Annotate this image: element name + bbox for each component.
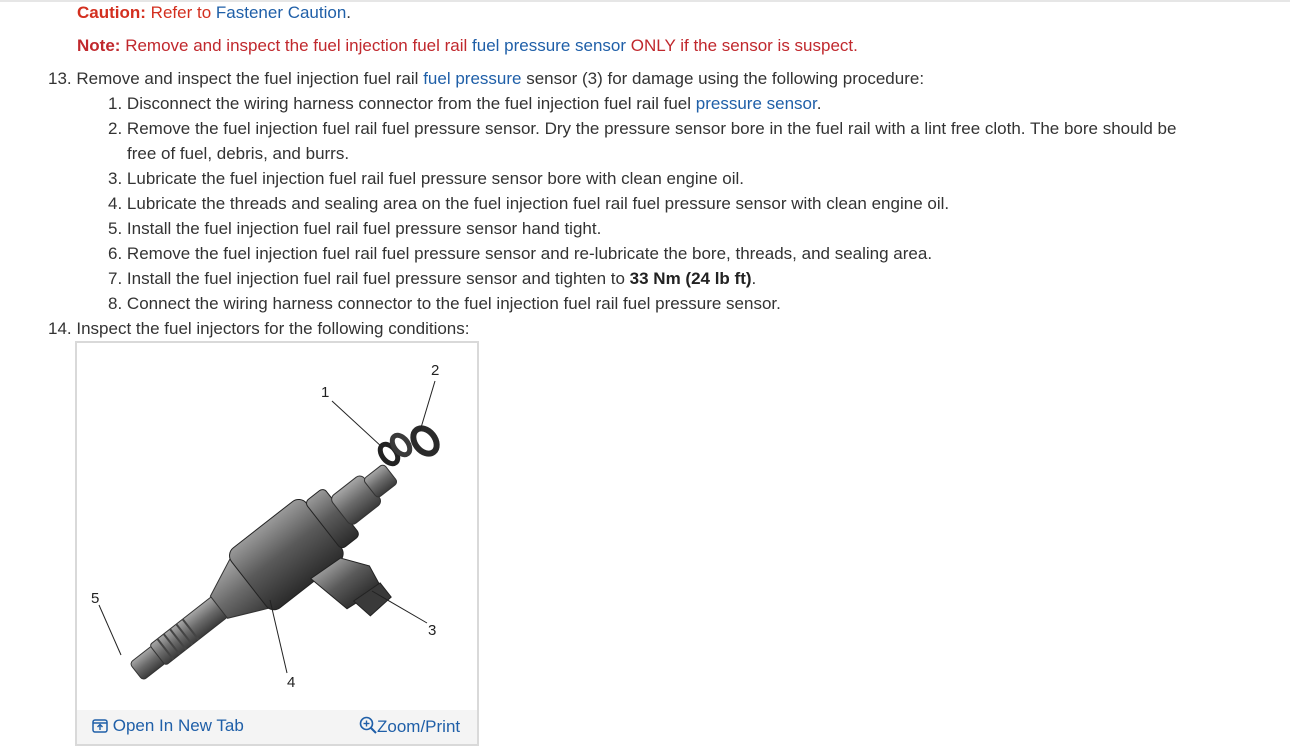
note-text-2: ONLY if the sensor is suspect. [630,36,858,55]
substep-4 [108,194,949,214]
note-line [77,36,858,56]
substep-6 [108,244,932,264]
substep-6-text: Remove the fuel injection fuel rail fuel pressure sensor and re-lubricate the bore, threads, and sealing area. [126,244,933,263]
callout-5: 5 [91,590,100,607]
caution-end: . [346,3,352,22]
substep-1-text: Disconnect the wiring harness connector from the fuel injection fuel rail fuel [126,94,692,113]
caution-label: Caution: [77,3,146,22]
substep-6-number: 6. [108,244,123,263]
substep-3-text: Lubricate the fuel injection fuel rail fuel pressure sensor bore with clean engine oil. [126,169,745,188]
caution-line [77,3,351,23]
substep-1 [108,94,821,114]
fuel-injector-figure[interactable] [75,341,479,746]
note-label: Note: [77,36,121,55]
callout-3: 3 [428,622,437,639]
substep-7-text: Install the fuel injection fuel rail fuel pressure sensor and tighten to [126,269,625,288]
step-14-text: Inspect the fuel injectors for the following conditions: [76,319,470,338]
substep-7-number: 7. [108,269,123,288]
substep-3 [108,169,744,189]
step-14 [48,319,469,339]
callout-1: 1 [321,384,330,401]
substep-1-end: . [816,94,822,113]
substep-2-text: Remove the fuel injection fuel rail fuel pressure sensor. Dry the pressure sensor bore in the fuel rail with a lint free cloth. The bore should be [126,119,1177,138]
substep-2 [108,119,1176,139]
substep-5-number: 5. [108,219,123,238]
note-text-1: Remove and inspect the fuel injection fuel rail [125,36,468,55]
substep-2-continuation: free of fuel, debris, and burrs. [127,144,350,163]
substep-3-number: 3. [108,169,123,188]
substep-5-text: Install the fuel injection fuel rail fuel pressure sensor hand tight. [126,219,602,238]
zoom-icon [359,716,377,734]
open-in-new-tab-icon [92,719,108,733]
substep-8-text: Connect the wiring harness connector to the fuel injection fuel rail fuel pressure sensor. [126,294,781,313]
fuel-injector-illustration [77,343,477,710]
step-13-text-2: sensor (3) for damage using the following procedure: [526,69,925,88]
caution-text: Refer to [150,3,212,22]
top-divider [0,0,1290,2]
substep-7 [108,269,756,289]
fuel-pressure-link[interactable]: fuel pressure [423,69,522,88]
substep-7-end: . [751,269,757,288]
step-13 [48,69,924,89]
zoom-print-label: Zoom/Print [377,717,461,736]
pressure-sensor-link[interactable]: pressure sensor [695,94,817,113]
substep-4-number: 4. [108,194,123,213]
substep-4-text: Lubricate the threads and sealing area on the fuel injection fuel rail fuel pressure sensor with clean engine oil. [126,194,950,213]
step-13-text-1: Remove and inspect the fuel injection fuel rail [76,69,419,88]
substep-8 [108,294,781,314]
open-in-new-tab-button[interactable] [92,716,244,736]
substep-5 [108,219,601,239]
step-14-number: 14. [48,319,72,338]
torque-spec: 33 Nm (24 lb ft) [629,269,752,288]
substep-1-number: 1. [108,94,123,113]
substep-8-number: 8. [108,294,123,313]
step-13-number: 13. [48,69,72,88]
fastener-caution-link[interactable]: Fastener Caution [215,3,347,22]
callout-4: 4 [287,674,296,691]
substep-2-number: 2. [108,119,123,138]
open-in-new-tab-label: Open In New Tab [112,716,244,735]
figure-toolbar [77,710,477,744]
fuel-pressure-sensor-link[interactable]: fuel pressure sensor [472,36,627,55]
zoom-print-button[interactable] [359,716,460,737]
callout-2: 2 [431,362,440,379]
